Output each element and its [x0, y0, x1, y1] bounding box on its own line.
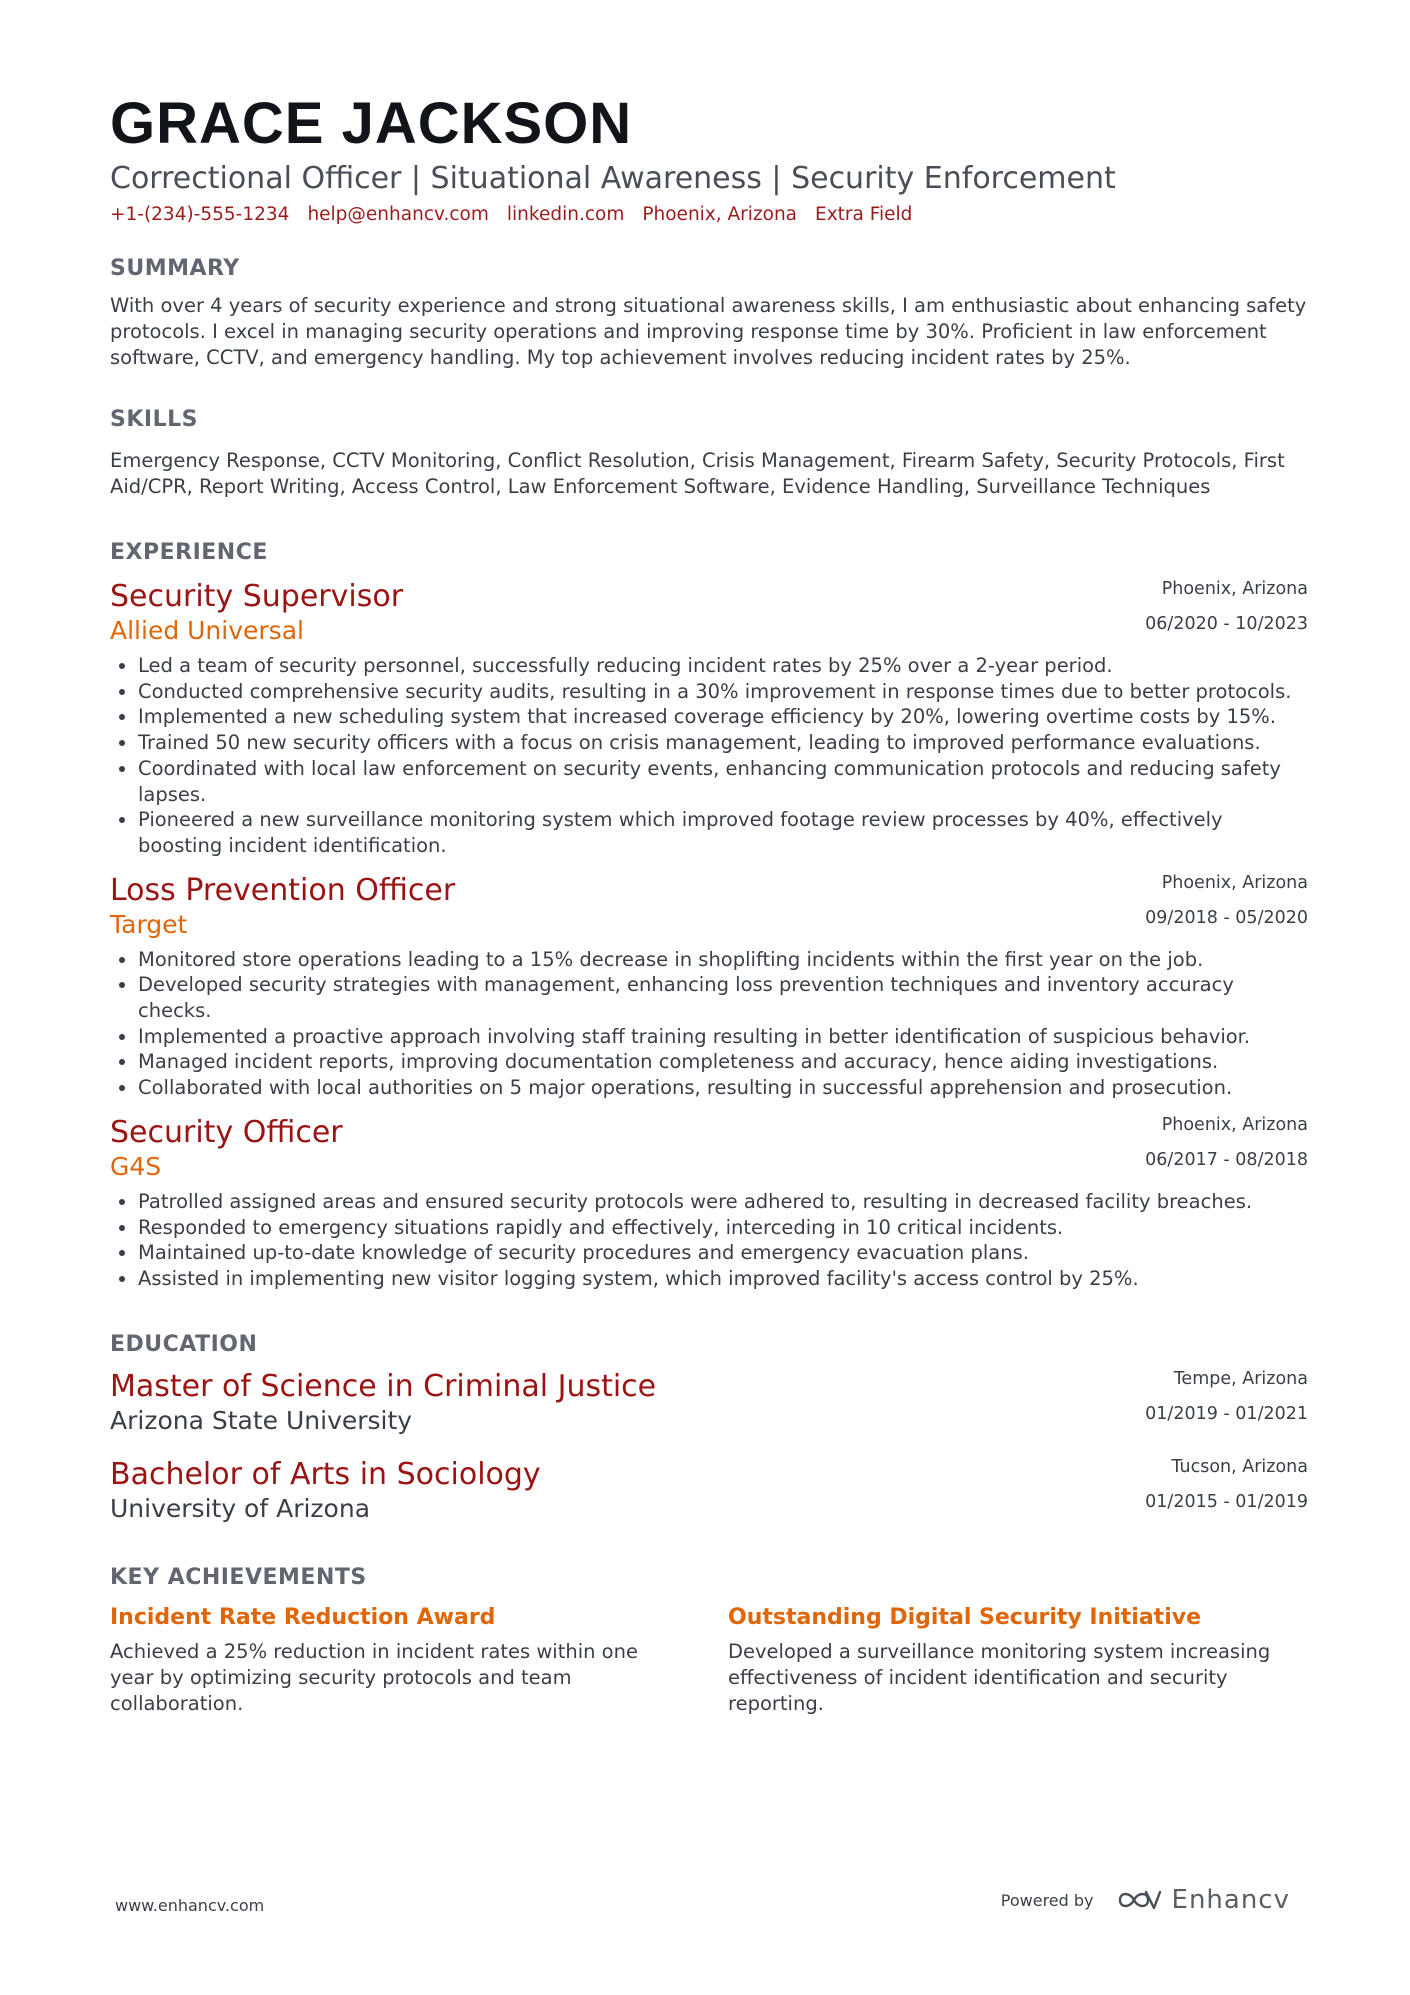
job-company: Allied Universal: [110, 616, 304, 645]
contact-email[interactable]: help@enhancv.com: [307, 204, 489, 225]
education-location: Tucson, Arizona: [1171, 1456, 1308, 1477]
summary-heading: SUMMARY: [110, 256, 240, 281]
job-bullet: • Pioneered a new surveillance monitoring system which improved footage review processes by 40%, effectively boosting incident identification.: [138, 807, 1308, 858]
job-bullet: • Monitored store operations leading to a 15% decrease in shoplifting incidents within the first year on the job.: [138, 947, 1308, 973]
job-bullet: • Maintained up-to-date knowledge of security procedures and emergency evacuation plans.: [138, 1240, 1308, 1266]
contact-linkedin[interactable]: linkedin.com: [506, 204, 625, 225]
achievements-heading: KEY ACHIEVEMENTS: [110, 1564, 367, 1590]
experience-entry: [110, 1115, 1308, 1292]
job-bullet: • Trained 50 new security officers with a focus on crisis management, leading to improved performance evaluations.: [138, 730, 1308, 756]
experience-heading: EXPERIENCE: [110, 540, 268, 565]
education-degree: Bachelor of Arts in Sociology: [110, 1456, 541, 1492]
job-bullet: • Implemented a proactive approach involving staff training resulting in better identification of suspicious behavior.: [138, 1024, 1308, 1050]
enhancv-brand[interactable]: [1116, 1885, 1290, 1915]
job-dates: 09/2018 - 05/2020: [1145, 907, 1308, 928]
powered-by-label: Powered by: [1000, 1890, 1094, 1910]
job-dates: 06/2017 - 08/2018: [1145, 1149, 1308, 1170]
achievement-item: [728, 1603, 1288, 1717]
achievement-title: Outstanding Digital Security Initiative: [728, 1604, 1201, 1630]
experience-entry: [110, 873, 1308, 1101]
job-bullet: • Patrolled assigned areas and ensured security protocols were adhered to, resulting in decreased facility breaches.: [138, 1189, 1308, 1215]
experience-section: [110, 540, 1308, 1292]
education-section: [110, 1332, 1308, 1525]
job-title: Loss Prevention Officer: [110, 872, 456, 908]
job-company: Target: [110, 909, 188, 939]
candidate-tagline: Correctional Officer | Situational Awareness | Security Enforcement: [110, 161, 1116, 196]
achievement-text: Developed a surveillance monitoring system increasing effectiveness of incident identification and security reporting.: [728, 1639, 1271, 1715]
job-location: Phoenix, Arizona: [1161, 1114, 1308, 1135]
job-title: Security Officer: [110, 1114, 343, 1150]
education-school: Arizona State University: [110, 1405, 413, 1435]
achievement-title: Incident Rate Reduction Award: [110, 1604, 496, 1630]
job-bullets: [110, 1189, 1308, 1292]
job-bullet: • Led a team of security personnel, successfully reducing incident rates by 25% over a 2-year period.: [138, 653, 1308, 679]
job-bullet: • Managed incident reports, improving documentation completeness and accuracy, hence aiding investigations.: [138, 1049, 1308, 1075]
summary-section: [110, 256, 1308, 371]
education-heading: EDUCATION: [110, 1331, 258, 1357]
education-entry: [110, 1457, 1308, 1525]
job-bullet: • Assisted in implementing new visitor logging system, which improved facility's access control by 25%.: [138, 1266, 1308, 1292]
skills-heading: SKILLS: [110, 407, 198, 432]
job-bullet: • Conducted comprehensive security audits, resulting in a 30% improvement in response times due to better protocols.: [138, 679, 1308, 705]
education-location: Tempe, Arizona: [1173, 1368, 1308, 1389]
education-dates: 01/2019 - 01/2021: [1145, 1403, 1308, 1424]
contact-list: [110, 202, 1308, 228]
contact-extra-field: Extra Field: [815, 204, 913, 225]
education-dates: 01/2015 - 01/2019: [1145, 1491, 1308, 1512]
job-location: Phoenix, Arizona: [1161, 872, 1308, 893]
contact-location: Phoenix, Arizona: [642, 204, 798, 225]
candidate-name: GRACE JACKSON: [110, 91, 633, 156]
job-location: Phoenix, Arizona: [1161, 579, 1308, 599]
job-bullet: • Responded to emergency situations rapidly and effectively, interceding in 10 critical incidents.: [138, 1215, 1308, 1241]
skills-text: Emergency Response, CCTV Monitoring, Conflict Resolution, Crisis Management, Firearm Safety, Security Protocols, First Aid/CPR, Report Writing, Access Control, Law Enforcement Software, Evidence Handling, Surveillance Techniques: [110, 449, 1285, 498]
job-bullet: • Developed security strategies with management, enhancing loss prevention techniques and inventory accuracy checks.: [138, 972, 1308, 1023]
job-company: G4S: [110, 1151, 162, 1181]
footer-site-link[interactable]: www.enhancv.com: [115, 1896, 265, 1915]
experience-entry: [110, 579, 1308, 859]
skills-section: [110, 407, 1308, 500]
contact-phone[interactable]: +1-(234)-555-1234: [110, 204, 290, 225]
job-dates: 06/2020 - 10/2023: [1145, 614, 1308, 634]
job-bullets: [110, 653, 1308, 859]
job-bullet: • Implemented a new scheduling system that increased coverage efficiency by 20%, lowering overtime costs by 15%.: [138, 704, 1308, 730]
job-bullet: • Coordinated with local law enforcement on security events, enhancing communication protocols and reducing safety lapses.: [138, 756, 1308, 807]
enhancv-logo-icon: [1116, 1887, 1162, 1913]
enhancv-brand-name: Enhancv: [1171, 1885, 1290, 1915]
footer-branding: [1001, 1885, 1290, 1915]
education-degree: Master of Science in Criminal Justice: [110, 1368, 657, 1404]
job-title: Security Supervisor: [110, 579, 404, 614]
education-entry: [110, 1369, 1308, 1437]
job-bullet: • Collaborated with local authorities on 5 major operations, resulting in successful apprehension and prosecution.: [138, 1075, 1308, 1101]
job-bullets: [110, 947, 1308, 1101]
achievement-item: [110, 1603, 670, 1717]
achievement-text: Achieved a 25% reduction in incident rates within one year by optimizing security protocols and team collaboration.: [110, 1639, 638, 1715]
summary-text: With over 4 years of security experience and strong situational awareness skills, I am enthusiastic about enhancing safety protocols. I excel in managing security operations and improving response time by 30%. Proficient in law enforcement software, CCTV, and emergency handling. My top achievement involves reducing incident rates by 25%.: [110, 294, 1307, 369]
education-school: University of Arizona: [110, 1493, 371, 1523]
resume-page: [110, 92, 1308, 1725]
achievements-section: [110, 1565, 1308, 1725]
